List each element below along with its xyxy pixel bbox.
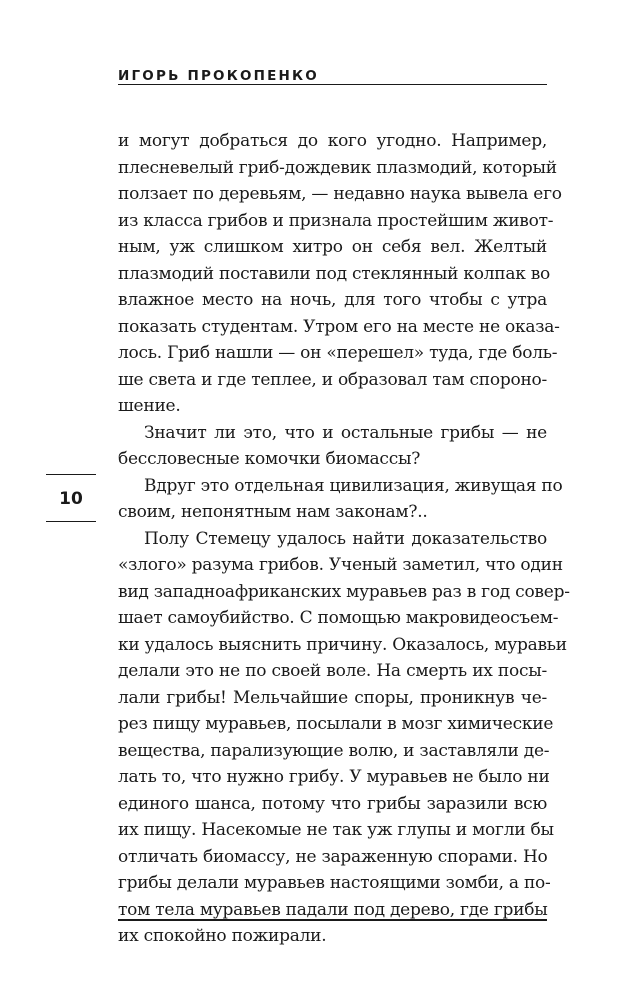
text-line: ки удалось выяснить причину. Оказалось, муравьи	[118, 634, 567, 655]
text-line: Полу Стемецу удалось найти доказательство	[144, 528, 547, 549]
text-line: из класса грибов и признала простейшим живот-	[118, 210, 554, 231]
text-line: лось. Гриб нашли — он «перешел» туда, где боль-	[118, 343, 558, 363]
text-line: плазмодий поставили под стеклянный колпак во	[118, 263, 551, 284]
text-line: бессловесные комочки биомассы?	[118, 449, 421, 469]
text-line: вид западноафриканских муравьев раз в год совер-	[118, 581, 570, 602]
running-head-author: ИГОРЬ ПРОКОПЕНКО	[118, 68, 319, 84]
text-line: и могут добраться до кого угодно. Например,	[118, 131, 547, 151]
text-line: лали грибы! Мельчайшие споры, проникнув че-	[118, 687, 547, 708]
text-line: их спокойно пожирали.	[118, 926, 327, 946]
text-line: шает самоубийство. С помощью макровидеосъем-	[118, 608, 559, 628]
text-line: плесневелый гриб-дождевик плазмодий, который	[118, 157, 557, 178]
text-line: ползает по деревьям, — недавно наука вывела его	[118, 184, 562, 204]
text-line: отличать биомассу, не зараженную спорами. Но	[118, 846, 548, 867]
header-rule	[118, 84, 547, 85]
page-number-rule-bottom	[46, 521, 96, 522]
text-line: шение.	[118, 396, 181, 416]
footer-rule	[118, 919, 547, 921]
text-line: делали это не по своей воле. На смерть их посы-	[118, 661, 547, 681]
text-line: показать студентам. Утром его на месте не оказа-	[118, 316, 560, 337]
text-line: единого шанса, потому что грибы заразили всю	[118, 793, 547, 814]
text-line: их пищу. Насекомые не так уж глупы и могли бы	[118, 820, 554, 840]
text-line: вещества, парализующие волю, и заставляли де-	[118, 740, 550, 761]
text-line: ным, уж слишком хитро он себя вел. Желтый	[118, 237, 547, 257]
text-line: ше света и где теплее, и образовал там спороно-	[118, 369, 548, 390]
text-line: Вдруг это отдельная цивилизация, живущая по	[144, 475, 563, 496]
text-line: том тела муравьев падали под дерево, где грибы	[118, 899, 548, 920]
text-line: «злого» разума грибов. Ученый заметил, что один	[118, 555, 563, 575]
body-text	[118, 128, 570, 950]
text-line: Значит ли это, что и остальные грибы — не	[144, 422, 547, 443]
text-line: лать то, что нужно грибу. У муравьев не было ни	[118, 767, 550, 787]
page-number-rule-top	[46, 474, 96, 475]
text-line: влажное место на ночь, для того чтобы с утра	[118, 290, 547, 310]
text-line: рез пищу муравьев, посылали в мозг химические	[118, 714, 554, 734]
text-line: грибы делали муравьев настоящими зомби, а по-	[118, 873, 551, 893]
page-number: 10	[59, 489, 83, 509]
text-line: своим, непонятным нам законам?..	[118, 502, 428, 522]
